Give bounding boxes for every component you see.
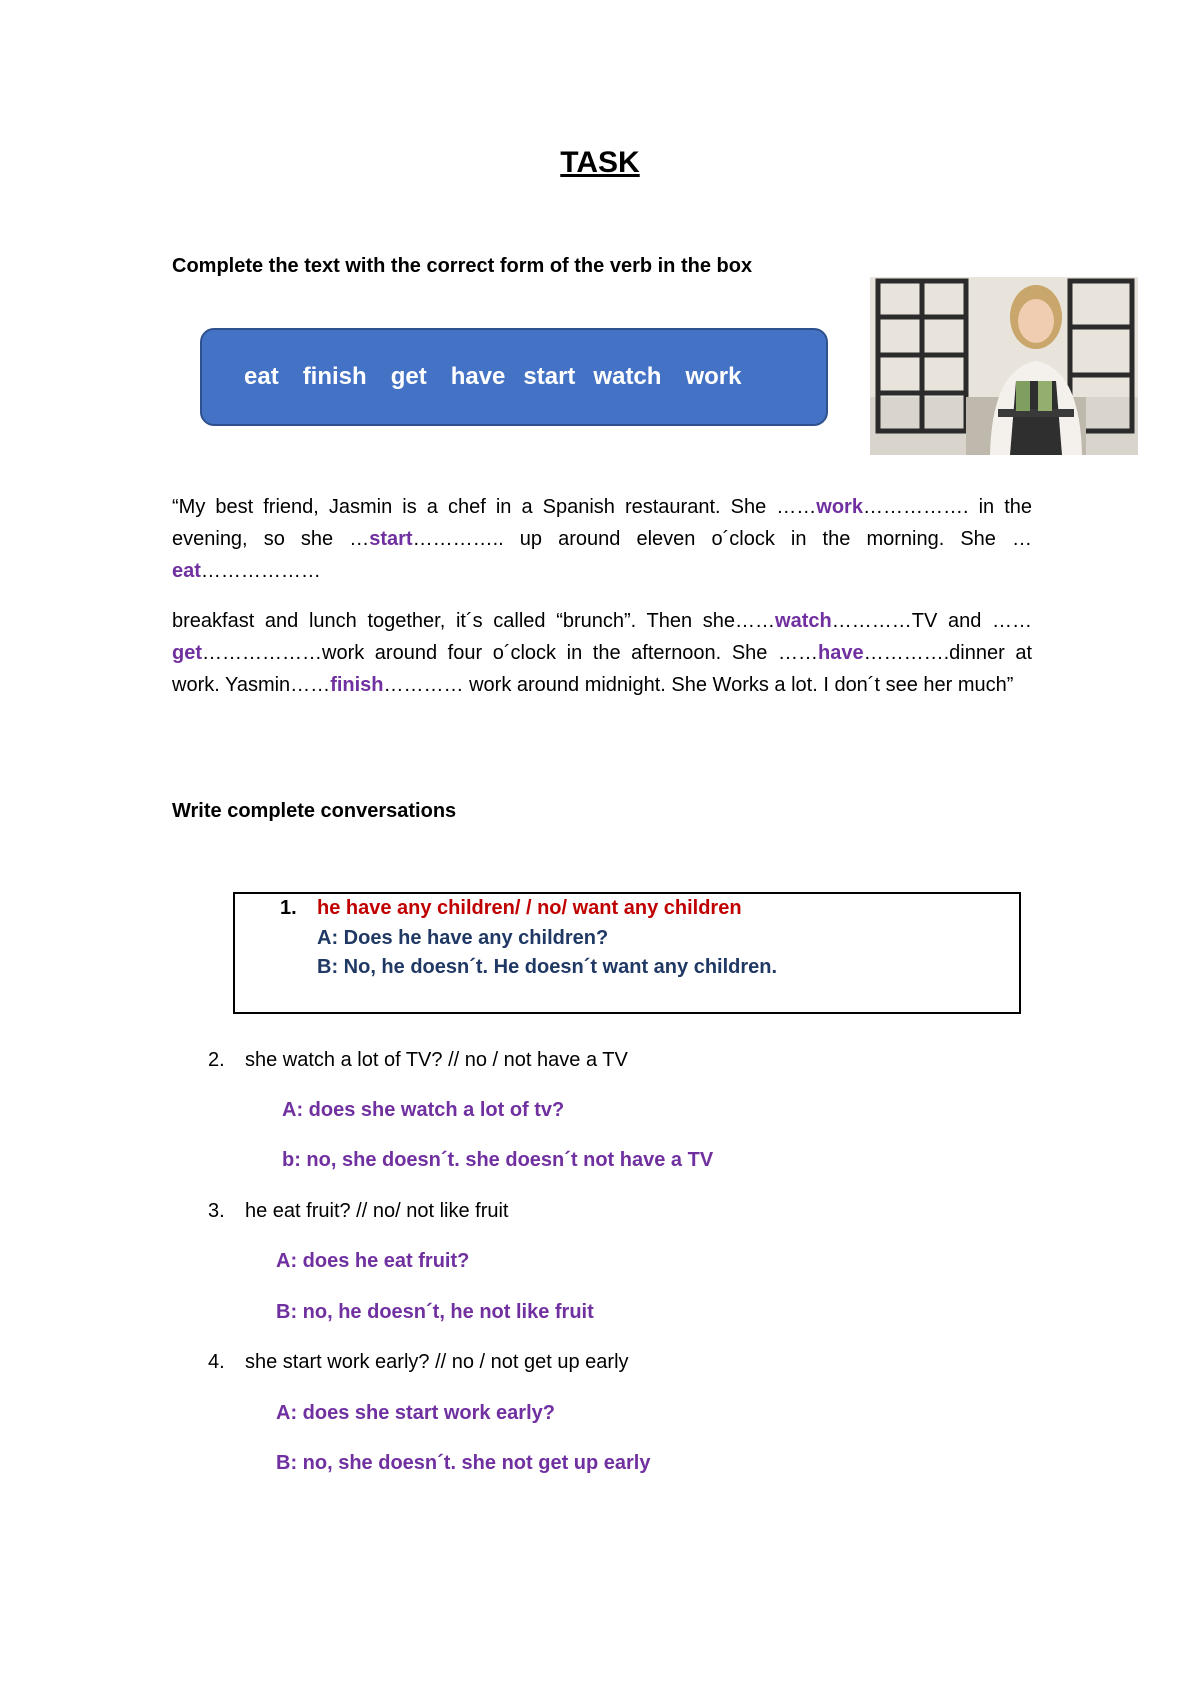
- verb-word: work: [685, 363, 742, 390]
- conversation-answer-a: A: does she start work early?: [276, 1402, 555, 1424]
- conversation-prompt: he have any children/ / no/ want any children: [317, 897, 742, 919]
- story-paragraph-1: [172, 491, 1032, 587]
- text-span: ……………. in the evening, so she …: [172, 496, 1032, 550]
- answer-span: have: [818, 642, 864, 664]
- answer-span: start: [369, 528, 413, 550]
- text-span: ………… work around midnight. She Works a lot. I don´t see her much”: [383, 674, 1014, 696]
- text-span: ………….. up around eleven o´clock in the morning. She …: [412, 528, 1033, 550]
- conversation-answer-b: b: no, she doesn´t. she doesn´t not have a TV: [282, 1149, 714, 1171]
- story-paragraph-2: [172, 605, 1032, 701]
- verb-word: have: [450, 363, 506, 390]
- waitress-photo: [870, 277, 1138, 455]
- verb-box: [200, 328, 828, 426]
- verb-word: watch: [593, 363, 662, 390]
- section-heading-conversations: Write complete conversations: [172, 800, 457, 822]
- verb-word: start: [523, 363, 576, 390]
- conversation-answer-b: B: No, he doesn´t. He doesn´t want any children.: [317, 956, 778, 978]
- verb-word: get: [390, 363, 427, 390]
- conversation-answer-a: A: does she watch a lot of tv?: [282, 1099, 565, 1121]
- conversation-number: 4.: [208, 1351, 225, 1373]
- text-span: “My best friend, Jasmin is a chef in a Spanish restaurant. She ……: [172, 496, 817, 518]
- conversation-answer-a: A: does he eat fruit?: [276, 1250, 470, 1272]
- conversation-prompt: he eat fruit? // no/ not like fruit: [245, 1200, 509, 1222]
- section-heading-complete: Complete the text with the correct form of the verb in the box: [172, 255, 753, 277]
- page-title: TASK: [560, 146, 640, 179]
- answer-span: watch: [775, 610, 832, 632]
- text-span: ………………work around four o´clock in the afternoon. She ……: [202, 642, 818, 664]
- conversation-number: 2.: [208, 1049, 225, 1071]
- answer-span: finish: [330, 674, 384, 696]
- answer-span: eat: [172, 560, 201, 582]
- text-span: …………TV and ……: [831, 610, 1032, 632]
- verb-word: finish: [302, 363, 367, 390]
- answer-span: get: [172, 642, 202, 664]
- conversation-number: 3.: [208, 1200, 225, 1222]
- conversation-answer-b: B: no, she doesn´t. she not get up early: [276, 1452, 651, 1474]
- answer-span: work: [816, 496, 863, 518]
- conversation-answer-a: A: Does he have any children?: [317, 927, 609, 949]
- conversation-answer-b: B: no, he doesn´t, he not like fruit: [276, 1301, 594, 1323]
- text-span: ………………: [200, 560, 321, 582]
- conversation-number: 1.: [280, 897, 297, 919]
- verb-word: eat: [244, 363, 279, 390]
- conversation-prompt: she watch a lot of TV? // no / not have a TV: [245, 1049, 628, 1071]
- conversation-prompt: she start work early? // no / not get up early: [245, 1351, 629, 1373]
- text-span: breakfast and lunch together, it´s called “brunch”. Then she……: [172, 610, 776, 632]
- text-span: ………….dinner at work. Yasmin……: [172, 642, 1033, 696]
